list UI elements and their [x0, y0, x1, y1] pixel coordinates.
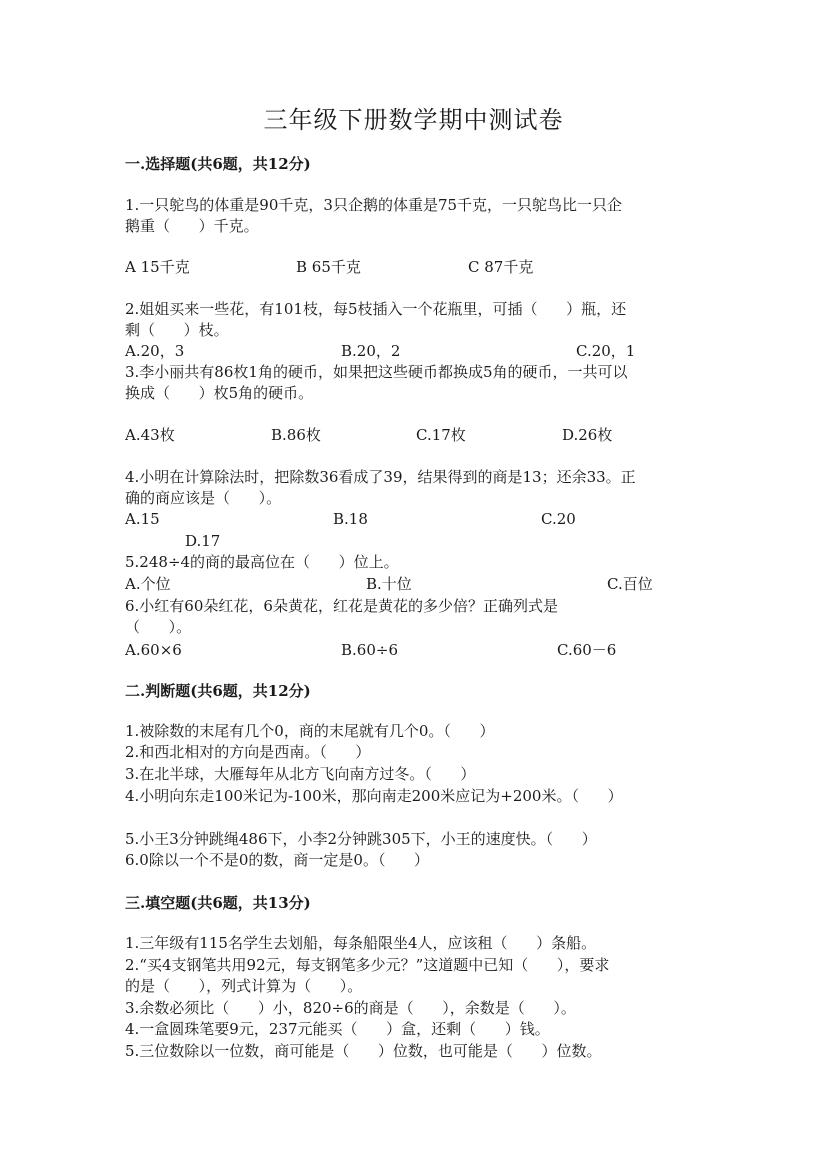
- option-a: A.60×6: [125, 641, 182, 659]
- option-b: B.十位: [366, 575, 412, 593]
- page-title: 三年级下册数学期中测试卷: [263, 106, 564, 134]
- option-a: A.15: [125, 510, 160, 528]
- question-line: 换成（ ）枚5角的硬币。: [125, 384, 314, 402]
- option-c: C 87千克: [468, 258, 534, 276]
- option-b: B.86枚: [271, 426, 321, 444]
- option-a: A.个位: [125, 575, 171, 593]
- option-a: A.43枚: [125, 426, 175, 444]
- section-heading-fill: 三.填空题(共6题，共13分): [125, 894, 311, 912]
- question-line: 1.三年级有115名学生去划船，每条船限坐4人，应该租（ ）条船。: [125, 934, 597, 952]
- question-line: 鹅重（ ）千克。: [125, 217, 259, 235]
- question-line: 的是（ ），列式计算为（ ）。: [125, 977, 363, 995]
- question-line: 5.小王3分钟跳绳486下，小李2分钟跳305下，小王的速度快。（ ）: [125, 830, 597, 848]
- question-line: 3.李小丽共有86枚1角的硬币，如果把这些硬币都换成5角的硬币，一共可以: [125, 363, 628, 381]
- option-b: B 65千克: [296, 258, 361, 276]
- option-c: C.60－6: [557, 641, 617, 659]
- question-line: 3.余数必须比（ ）小，820÷6的商是（ ），余数是（ ）。: [125, 999, 576, 1017]
- option-c: C.17枚: [416, 426, 466, 444]
- question-line: 1.一只鸵鸟的体重是90千克，3只企鹅的体重是75千克，一只鸵鸟比一只企: [125, 196, 623, 214]
- section-heading-choice: 一.选择题(共6题，共12分): [125, 155, 311, 173]
- option-c: C.百位: [607, 575, 653, 593]
- question-line: 2.和西北相对的方向是西南。（ ）: [125, 743, 371, 761]
- question-line: 4.小明在计算除法时，把除数36看成了39，结果得到的商是13；还余33。正: [125, 468, 636, 486]
- question-line: 2.姐姐买来一些花，有101枝，每5枝插入一个花瓶里，可插（ ）瓶，还: [125, 300, 627, 318]
- option-b: B.60÷6: [341, 641, 398, 659]
- question-line: 剩（ ）枝。: [125, 321, 229, 339]
- question-line: 5.248÷4的商的最高位在（ ）位上。: [125, 553, 399, 571]
- question-line: 5.三位数除以一位数，商可能是（ ）位数，也可能是（ ）位数。: [125, 1042, 602, 1060]
- option-c: C.20，1: [576, 342, 636, 360]
- option-b: B.18: [333, 510, 368, 528]
- section-heading-judge: 二.判断题(共6题，共12分): [125, 682, 311, 700]
- question-line: 4.小明向东走100米记为-100米，那向南走200米应记为+200米。（ ）: [125, 787, 623, 805]
- question-line: 6.0除以一个不是0的数，商一定是0。（ ）: [125, 851, 430, 869]
- question-line: 6.小红有60朵红花，6朵黄花，红花是黄花的多少倍？正确列式是: [125, 597, 558, 615]
- option-a: A 15千克: [125, 258, 190, 276]
- question-line: 3.在北半球，大雁每年从北方飞向南方过冬。（ ）: [125, 765, 476, 783]
- question-line: 2.“买4支钢笔共用92元，每支钢笔多少元？”这道题中已知（ ），要求: [125, 956, 610, 974]
- question-line: 4.一盒圆珠笔要9元，237元能买（ ）盒，还剩（ ）钱。: [125, 1020, 550, 1038]
- question-line: 确的商应该是（ ）。: [125, 489, 282, 507]
- option-b: B.20，2: [341, 342, 401, 360]
- option-d: D.17: [185, 532, 221, 550]
- option-d: D.26枚: [562, 426, 613, 444]
- option-a: A.20，3: [125, 342, 185, 360]
- question-line: 1.被除数的末尾有几个0，商的末尾就有几个0。（ ）: [125, 722, 495, 740]
- option-c: C.20: [541, 510, 576, 528]
- question-line: （ ）。: [125, 618, 192, 636]
